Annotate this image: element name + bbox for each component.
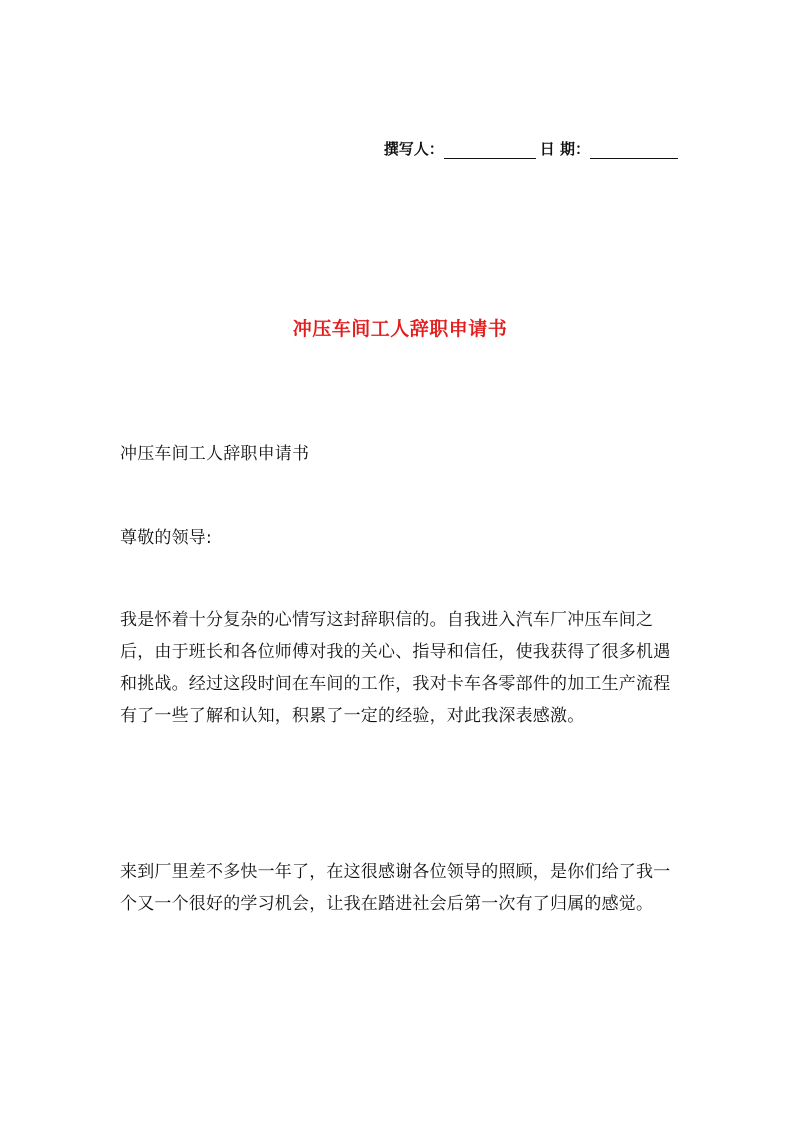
date-label: 日 期： bbox=[539, 140, 590, 158]
date-blank-line bbox=[590, 141, 678, 159]
author-blank-line bbox=[444, 141, 536, 159]
body-paragraph-1: 我是怀着十分复杂的心情写这封辞职信的。自我进入汽车厂冲压车间之后，由于班长和各位师傅对我的关心、指导和信任，使我获得了很多机遇和挑战。经过这段时间在车间的工作，我对卡车各零部件的加工生产流程有了一些了解和认知，积累了一定的经验，对此我深表感激。 bbox=[120, 610, 671, 726]
author-label: 撰写人： bbox=[383, 140, 444, 158]
document-title: 冲压车间工人辞职申请书 bbox=[292, 318, 508, 340]
author-date-line bbox=[384, 138, 680, 159]
body-paragraph-2: 来到厂里差不多快一年了，在这很感谢各位领导的照顾，是你们给了我一个又一个很好的学习机会，让我在踏进社会后第一次有了归属的感觉。 bbox=[120, 862, 671, 914]
salutation: 尊敬的领导: bbox=[120, 528, 212, 548]
document-subtitle: 冲压车间工人辞职申请书 bbox=[120, 444, 310, 464]
